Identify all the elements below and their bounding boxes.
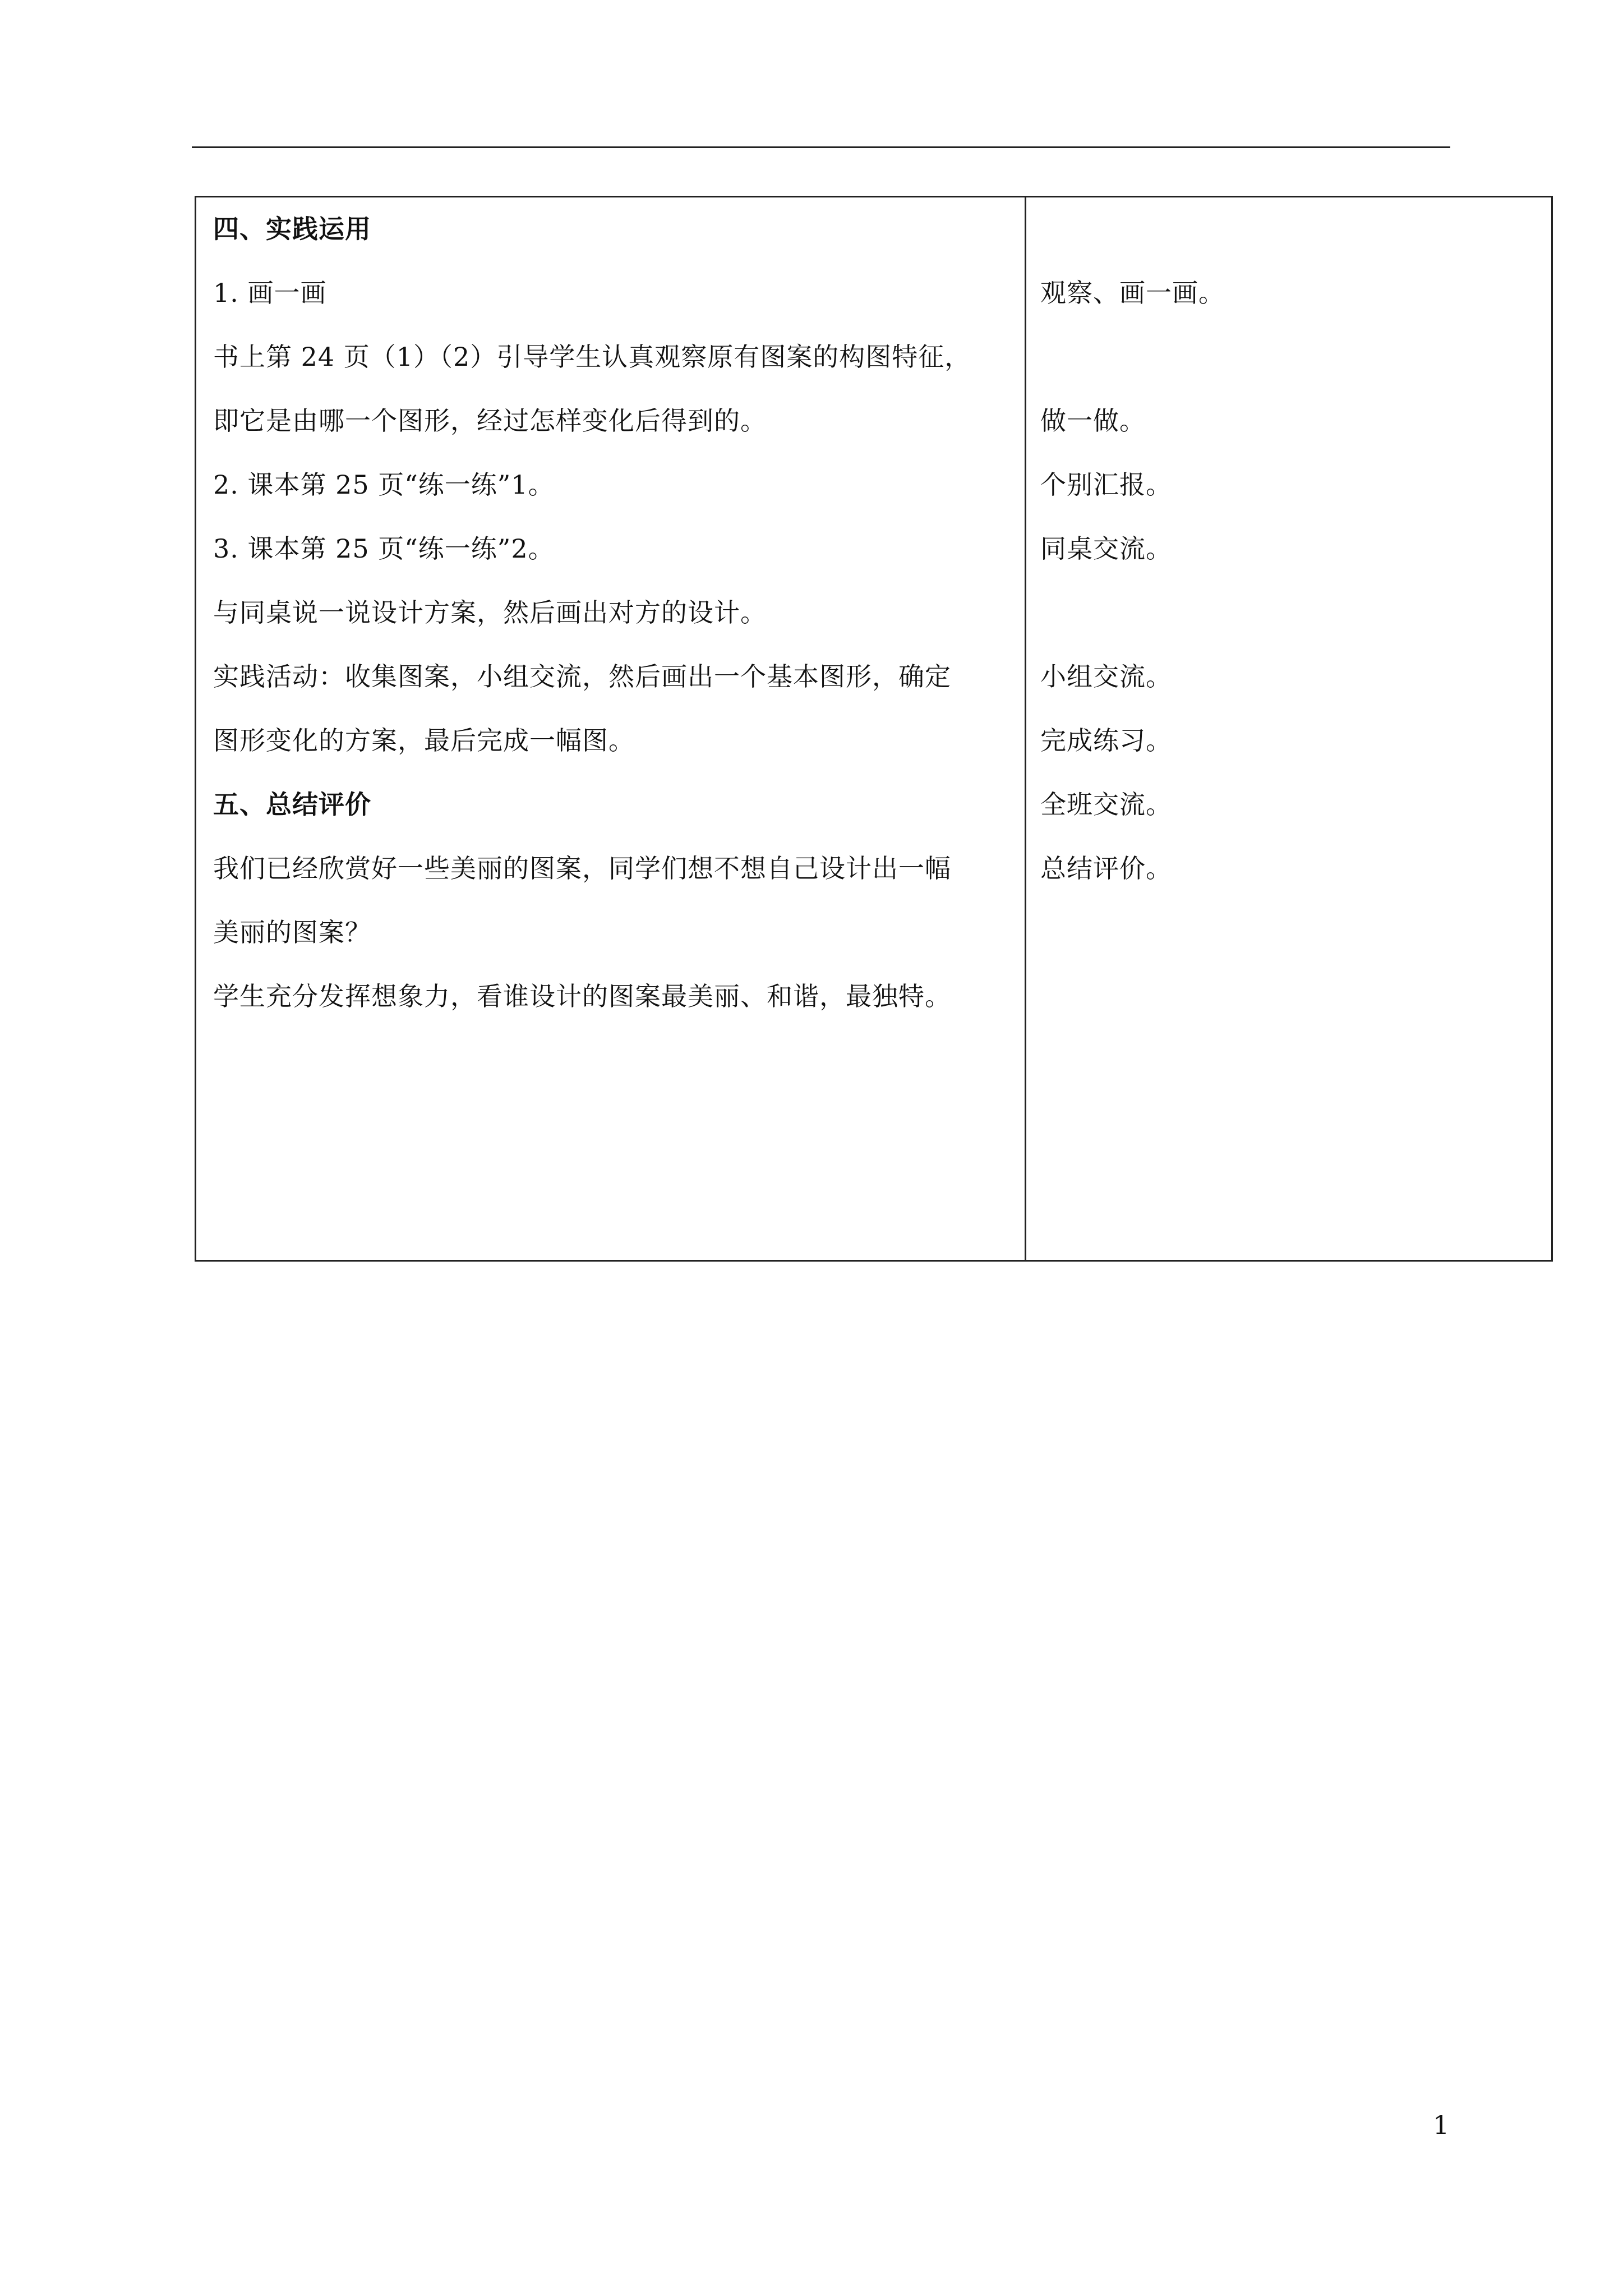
right-line-5: 完成练习。: [1040, 725, 1172, 756]
left-line-6: 与同桌说一说设计方案，然后画出对方的设计。: [213, 597, 767, 628]
left-line-10: 我们已经欣赏好一些美丽的图案，同学们想不想自己设计出一幅: [213, 853, 951, 884]
right-line-6: 全班交流。: [1040, 789, 1172, 820]
left-line-12: 学生充分发挥想象力，看谁设计的图案最美丽、和谐，最独特。: [213, 981, 951, 1011]
left-line-1: 1. 画一画: [213, 278, 327, 308]
right-line-0: 观察、画一画。: [1040, 278, 1225, 308]
left-line-2: 书上第 24 页（1）（2）引导学生认真观察原有图案的构图特征，: [213, 342, 971, 372]
right-line-3: 同桌交流。: [1040, 533, 1172, 564]
right-line-2: 个别汇报。: [1040, 470, 1172, 500]
page-number: 1: [1433, 2110, 1450, 2140]
lesson-table: [195, 196, 1553, 1262]
header-rule: [192, 146, 1450, 148]
left-line-11: 美丽的图案？: [213, 917, 371, 947]
left-line-5: 3. 课本第 25 页“练一练”2。: [213, 533, 555, 564]
section-heading-summary: 五、总结评价: [213, 789, 371, 820]
left-line-4: 2. 课本第 25 页“练一练”1。: [213, 470, 555, 500]
left-line-7: 实践活动：收集图案，小组交流，然后画出一个基本图形，确定: [213, 661, 951, 692]
right-line-7: 总结评价。: [1040, 853, 1172, 884]
left-line-3: 即它是由哪一个图形，经过怎样变化后得到的。: [213, 406, 767, 436]
left-line-8: 图形变化的方案，最后完成一幅图。: [213, 725, 635, 756]
section-heading-practice: 四、实践运用: [213, 214, 371, 244]
column-divider: [1025, 197, 1026, 1260]
right-line-4: 小组交流。: [1040, 661, 1172, 692]
right-line-1: 做一做。: [1040, 406, 1146, 436]
